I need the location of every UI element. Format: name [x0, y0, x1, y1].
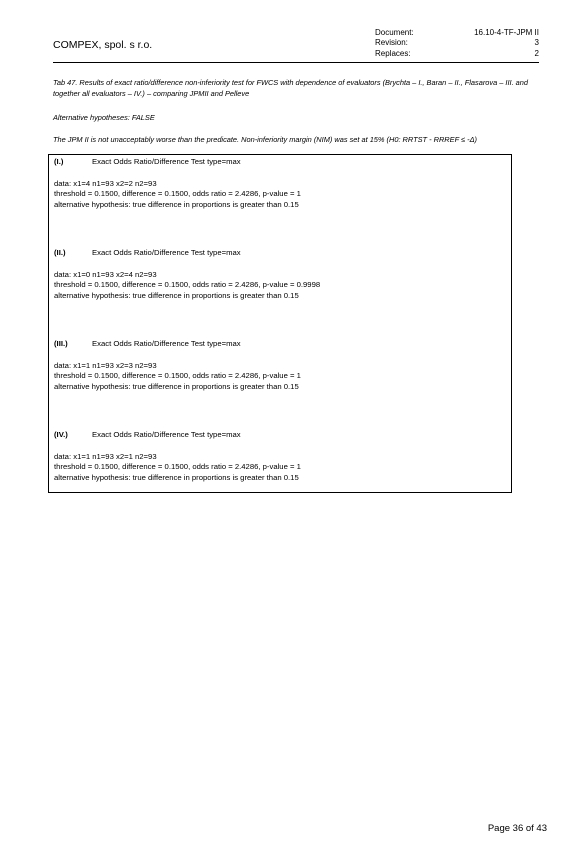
- result-block-3: [54, 339, 508, 393]
- result-title: Exact Odds Ratio/Difference Test type=max: [92, 339, 241, 348]
- revision-label: Revision:: [375, 38, 408, 48]
- alternative-hypotheses: Alternative hypotheses: FALSE: [53, 113, 155, 122]
- replaces-value: 2: [534, 48, 539, 58]
- result-data: data: x1=1 n1=93 x2=3 n2=93: [54, 360, 157, 370]
- result-title: Exact Odds Ratio/Difference Test type=max: [92, 248, 241, 257]
- meta-row-document: [375, 28, 539, 38]
- result-alternative: alternative hypothesis: true difference in proportions is greater than 0.15: [54, 382, 299, 392]
- result-alternative: alternative hypothesis: true difference in proportions is greater than 0.15: [54, 473, 299, 483]
- result-data: data: x1=1 n1=93 x2=1 n2=93: [54, 451, 157, 461]
- result-label: (II.): [54, 248, 66, 257]
- page-number: Page 36 of 43: [487, 823, 547, 834]
- result-stats: threshold = 0.1500, difference = 0.1500, odds ratio = 2.4286, p-value = 0.9998: [54, 280, 321, 290]
- result-heading: [54, 248, 508, 259]
- result-stats: threshold = 0.1500, difference = 0.1500, odds ratio = 2.4286, p-value = 1: [54, 371, 301, 381]
- revision-value: 3: [534, 38, 539, 48]
- result-block-4: [54, 430, 508, 484]
- result-heading: [54, 430, 508, 441]
- company-name: COMPEX, spol. s r.o.: [53, 39, 153, 51]
- results-box: [48, 154, 512, 493]
- result-heading: [54, 339, 508, 350]
- result-block-1: [54, 157, 508, 211]
- result-title: Exact Odds Ratio/Difference Test type=max: [92, 157, 241, 166]
- document-value: 16.10-4-TF-JPM II: [474, 28, 539, 37]
- replaces-label: Replaces:: [375, 48, 411, 58]
- result-label: (III.): [54, 339, 68, 348]
- result-heading: [54, 157, 508, 168]
- result-data: data: x1=0 n1=93 x2=4 n2=93: [54, 269, 157, 279]
- meta-row-revision: [375, 38, 539, 48]
- result-data: data: x1=4 n1=93 x2=2 n2=93: [54, 178, 157, 188]
- document-label: Document:: [375, 28, 414, 37]
- page-header: [53, 28, 539, 63]
- result-alternative: alternative hypothesis: true difference in proportions is greater than 0.15: [54, 291, 299, 301]
- result-title: Exact Odds Ratio/Difference Test type=max: [92, 430, 241, 439]
- result-stats: threshold = 0.1500, difference = 0.1500, odds ratio = 2.4286, p-value = 1: [54, 462, 301, 472]
- result-block-2: [54, 248, 508, 302]
- non-inferiority-statement: The JPM II is not unacceptably worse than the predicate. Non-inferiority margin (NIM) was set at 15% (H0: RRTST - RRREF ≤ -Δ): [53, 135, 477, 144]
- result-alternative: alternative hypothesis: true difference in proportions is greater than 0.15: [54, 200, 299, 210]
- result-stats: threshold = 0.1500, difference = 0.1500, odds ratio = 2.4286, p-value = 1: [54, 189, 301, 199]
- result-label: (IV.): [54, 430, 68, 439]
- table-caption: Tab 47. Results of exact ratio/difference non-inferiority test for FWCS with dependence of evaluators (Brychta – I., Baran – II., Flasarova – III. and together all evaluators – IV.) – comparing JPMII and Pelleve: [53, 78, 529, 98]
- meta-row-replaces: [375, 49, 539, 59]
- result-label: (I.): [54, 157, 64, 166]
- document-meta: [375, 28, 539, 59]
